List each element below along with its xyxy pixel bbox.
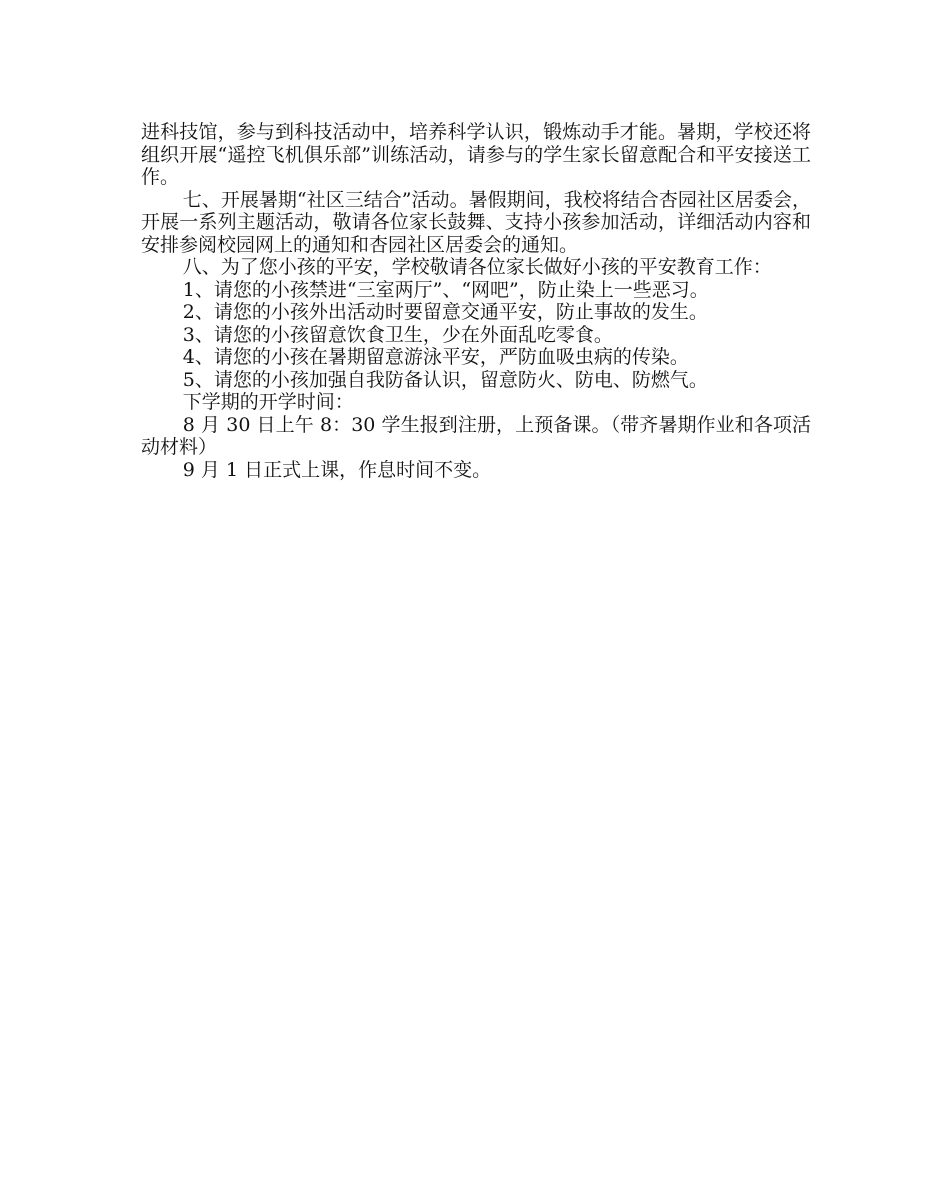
document-body	[141, 121, 811, 481]
list-item-safety-4: 4、请您的小孩在暑期留意游泳平安，严防血吸虫病的传染。	[182, 346, 689, 368]
paragraph-class-start-date: 9 月 1 日正式上课，作息时间不变。	[182, 458, 492, 481]
list-item-safety-5: 5、请您的小孩加强自我防备认识，留意防火、防电、防燃气。	[182, 368, 708, 391]
list-item-safety-3: 3、请您的小孩留意饮食卫生，少在外面乱吃零食。	[182, 323, 613, 346]
list-item-safety-1: 1、请您的小孩禁进“三室两厅”、“网吧”，防止染上一些恶习。	[182, 278, 709, 301]
paragraph-semester-start-heading: 下学期的开学时间：	[182, 391, 354, 413]
paragraph-science-activities: 进科技馆，参与到科技活动中，培养科学认识，锻炼动手才能。暑期，学校还将组织开展“遥控飞机俱乐部”训练活动，请参与的学生家长留意配合和平安接送工作。	[141, 121, 811, 188]
paragraph-safety-education: 八、为了您小孩的平安，学校敬请各位家长做好小孩的平安教育工作：	[182, 256, 772, 278]
paragraph-registration-date: 8 月 30 日上午 8：30 学生报到注册，上预备课。（带齐暑期作业和各项活动材料）	[141, 413, 811, 458]
list-item-safety-2: 2、请您的小孩外出活动时要留意交通平安，防止事故的发生。	[182, 301, 708, 323]
paragraph-community-activity: 七、开展暑期“社区三结合”活动。暑假期间，我校将结合杏园社区居委会，开展一系列主题活动，敬请各位家长鼓舞、支持小孩参加活动，详细活动内容和安排参阅校园网上的通知和杏园社区居委会的通知。	[141, 188, 811, 256]
